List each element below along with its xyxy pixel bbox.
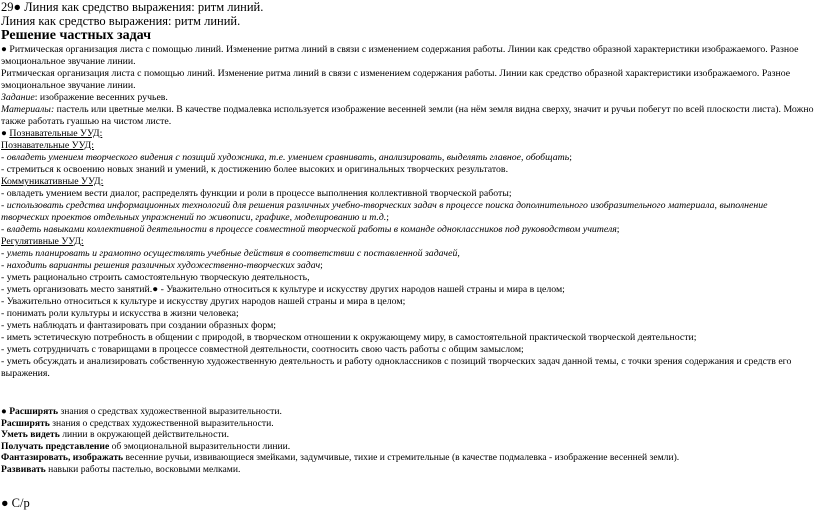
lesson-title: 29● Линия как средство выражения: ритм линий. (1, 0, 264, 14)
task-line (1, 92, 815, 104)
spacer (1, 380, 815, 406)
regulative-item-1: - уметь планировать и грамотно осуществлять учебные действия в соответствии с поставленной задачей, (1, 248, 460, 259)
cognitive-uud-heading: Познавательные УУД: (1, 140, 94, 151)
cognitive-uud-label: Познавательные УУД: (9, 128, 103, 139)
communicative-uud-heading: Коммуникативные УУД: (1, 176, 104, 187)
task-label: Задание (1, 92, 35, 103)
cognitive-item-2: - стремиться к освоению новых знаний и умений, к достижению более высоких и оригинальных творческих результатов. (1, 164, 509, 175)
paragraph-rhythm-1: ● Ритмическая организация листа с помощью линий. Изменение ритма линий в связи с изменением содержания работы. Линии как средство образной характеристики изображаемого. Разное эмоциональное звучание линии. (1, 44, 799, 67)
task-text: : изображение весенних ручьев. (34, 92, 168, 103)
lesson-subtitle: Линия как средство выражения: ритм линий. (1, 14, 241, 28)
regulative-item-6: - понимать роли культуры и искусства в жизни человека; (1, 308, 239, 319)
result-item-1: ● Расширять знания о средствах художественной выразительности. (1, 406, 282, 417)
regulative-item-10: - уметь обсуждать и анализировать собственную художественную деятельность и работу одноклассников с позиций творческих задач данной темы, с точки зрения содержания и средств его выражения. (1, 356, 792, 379)
regulative-item-5: - Уважительно относиться к культуре и искусству других народов нашей страны и мира в целом; (1, 296, 406, 307)
regulative-item-4: - уметь организовать место занятий.● - Уважительно относиться к культуре и искусству других народов нашей страны и мира в целом; (1, 284, 565, 295)
result-item-2: Расширять знания о средствах художественной выразительности. (1, 417, 274, 429)
result-item-3: Уметь видеть линии в окружающей действительности. (1, 429, 230, 441)
materials-line (1, 104, 815, 128)
paragraph-rhythm-2: Ритмическая организация листа с помощью линий. Изменение ритма линий в связи с изменением содержания работы. Линии как средство образной характеристики изображаемого. Разное эмоциональное звучание линии. (1, 68, 791, 91)
bullet: ● (1, 128, 10, 139)
cognitive-item-1: - овладеть умением творческого видения с позиций художника, т.е. умением сравнивать, анализировать, выделять главное, обобщать; (1, 152, 572, 163)
spacer (1, 476, 815, 496)
footer-self-work: ● С/р (1, 495, 30, 510)
communicative-item-2: - использовать средства информационных технологий для решения различных учебно-творческих задач в процессе поиска дополнительного изобразительного материала, выполнение творческих проектов отдельных упражнений по живописи, графике, моделированию и т.д.; (1, 200, 768, 223)
section-heading: Решение частных задач (1, 28, 151, 43)
regulative-item-9: - уметь сотрудничать с товарищами в процессе совместной деятельности, соотносить свою часть работы с общим замыслом; (1, 344, 524, 355)
materials-text: пастель или цветные мелки. В качестве подмалевка используется изображение весенней земли (на нём земля видна сверху, значит и ручьи побегут по всей плоскости листа). Можно также работать гуашью на чистом листе. (1, 104, 814, 127)
regulative-item-3: - уметь рационально строить самостоятельную творческую деятельность, (1, 272, 310, 283)
regulative-item-2: - находить варианты решения различных художественно-творческих задач; (1, 260, 323, 271)
regulative-uud-heading: Регулятивные УУД: (1, 236, 84, 247)
document-page (1, 0, 815, 510)
result-item-6: Развивать навыки работы пастелью, восковыми мелками. (1, 463, 241, 475)
uud-heading-1 (1, 128, 815, 140)
regulative-item-7: - уметь наблюдать и фантазировать при создании образных форм; (1, 320, 277, 331)
regulative-item-8: - иметь эстетическую потребность в общении с природой, в творческом отношении к окружающему миру, в самостоятельной практической творческой деятельности; (1, 332, 697, 343)
communicative-item-3: - владеть навыками коллективной деятельности в процессе совместной творческой работы в команде одноклассников под руководством учителя; (1, 224, 620, 235)
communicative-item-1: - овладеть умением вести диалог, распределять функции и роли в процессе выполнения коллективной творческой работы; (1, 188, 512, 199)
result-item-5: Фантазировать, изображать весенние ручьи, извивающиеся змейками, задумчивые, тихие и стремительные (в качестве подмалевка - изображение весенней земли). (1, 452, 680, 464)
result-item-4: Получать представление об эмоциональной выразительности линии. (1, 440, 291, 452)
materials-label: Материалы: (1, 104, 55, 115)
